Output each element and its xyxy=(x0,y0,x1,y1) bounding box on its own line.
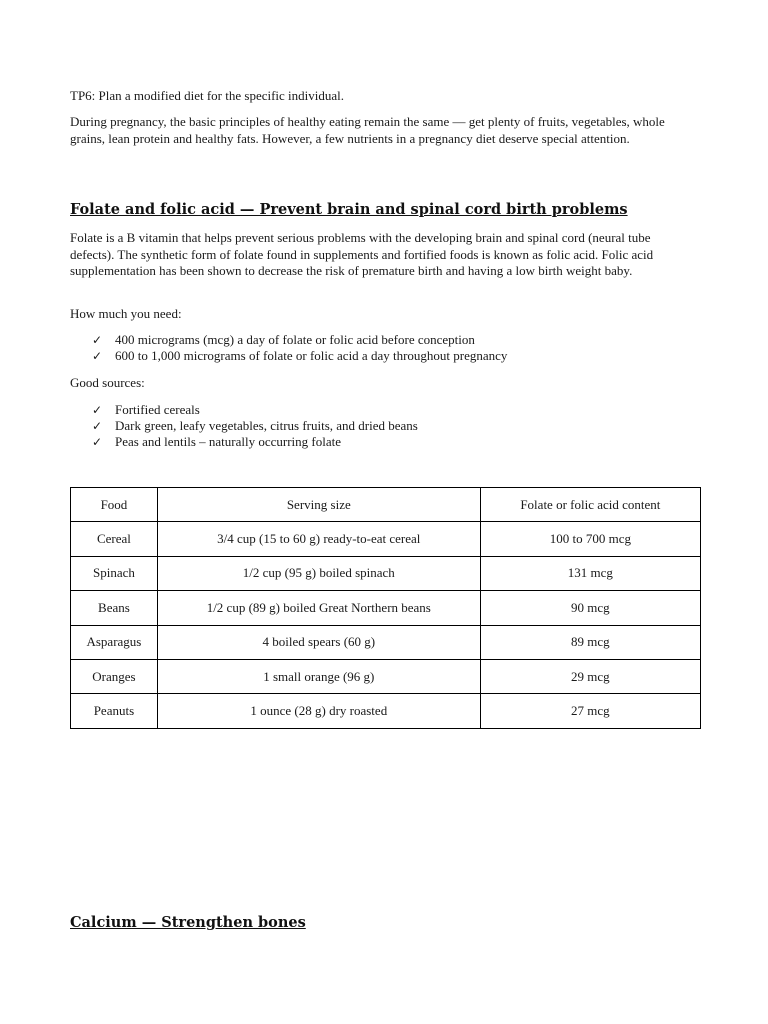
food-cell: Spinach xyxy=(71,556,158,590)
list-item-text: 400 micrograms (mcg) a day of folate or folic acid before conception xyxy=(115,332,475,347)
check-icon: ✓ xyxy=(92,419,103,433)
sources-label: Good sources: xyxy=(70,375,145,390)
table-row xyxy=(71,694,701,728)
list-item xyxy=(92,348,507,364)
folate-heading: Folate and folic acid — Prevent brain and spinal cord birth problems xyxy=(70,201,628,218)
need-label: How much you need: xyxy=(70,306,182,321)
check-icon: ✓ xyxy=(92,403,103,417)
serving-cell: 1/2 cup (95 g) boiled spinach xyxy=(157,556,480,590)
content-cell: 100 to 700 mcg xyxy=(480,522,700,556)
header-folate-content: Folate or folic acid content xyxy=(480,488,700,522)
serving-cell: 4 boiled spears (60 g) xyxy=(157,625,480,659)
table-row xyxy=(71,556,701,590)
check-icon: ✓ xyxy=(92,333,103,347)
serving-cell: 1 ounce (28 g) dry roasted xyxy=(157,694,480,728)
table-header-row xyxy=(71,488,701,522)
list-item xyxy=(92,418,418,434)
calcium-heading: Calcium — Strengthen bones xyxy=(70,914,306,931)
content-cell: 89 mcg xyxy=(480,625,700,659)
content-cell: 27 mcg xyxy=(480,694,700,728)
check-icon: ✓ xyxy=(92,349,103,363)
table-row xyxy=(71,522,701,556)
list-item xyxy=(92,402,418,418)
list-item xyxy=(92,434,418,450)
list-item-text: Dark green, leafy vegetables, citrus fruits, and dried beans xyxy=(115,418,418,433)
list-item-text: 600 to 1,000 micrograms of folate or folic acid a day throughout pregnancy xyxy=(115,348,508,363)
folate-paragraph: Folate is a B vitamin that helps prevent serious problems with the developing brain and spinal cord (neural tube defects). The synthetic form of folate found in supplements and fortified foods is known as folic acid. Folic acid supplementation has been shown to decrease the risk of premature birth and having a low birth weight baby. xyxy=(70,230,654,278)
table-row xyxy=(71,625,701,659)
list-item xyxy=(92,332,507,348)
food-cell: Peanuts xyxy=(71,694,158,728)
list-item-text: Fortified cereals xyxy=(115,402,200,417)
tp-line: TP6: Plan a modified diet for the specific individual. xyxy=(70,88,345,103)
need-list xyxy=(92,332,507,364)
serving-cell: 1 small orange (96 g) xyxy=(157,659,480,693)
intro-paragraph: During pregnancy, the basic principles of healthy eating remain the same — get plenty of fruits, vegetables, whole grains, lean protein and healthy fats. However, a few nutrients in a pregnancy diet deserve special attention. xyxy=(70,114,665,146)
header-food: Food xyxy=(71,488,158,522)
header-serving-size: Serving size xyxy=(157,488,480,522)
food-cell: Cereal xyxy=(71,522,158,556)
content-cell: 131 mcg xyxy=(480,556,700,590)
sources-list xyxy=(92,402,418,450)
folate-table xyxy=(70,487,701,729)
table-row xyxy=(71,659,701,693)
food-cell: Beans xyxy=(71,591,158,625)
food-cell: Asparagus xyxy=(71,625,158,659)
serving-cell: 1/2 cup (89 g) boiled Great Northern beans xyxy=(157,591,480,625)
table-row xyxy=(71,591,701,625)
list-item-text: Peas and lentils – naturally occurring folate xyxy=(115,434,341,449)
serving-cell: 3/4 cup (15 to 60 g) ready-to-eat cereal xyxy=(157,522,480,556)
content-cell: 90 mcg xyxy=(480,591,700,625)
food-cell: Oranges xyxy=(71,659,158,693)
check-icon: ✓ xyxy=(92,435,103,449)
content-cell: 29 mcg xyxy=(480,659,700,693)
